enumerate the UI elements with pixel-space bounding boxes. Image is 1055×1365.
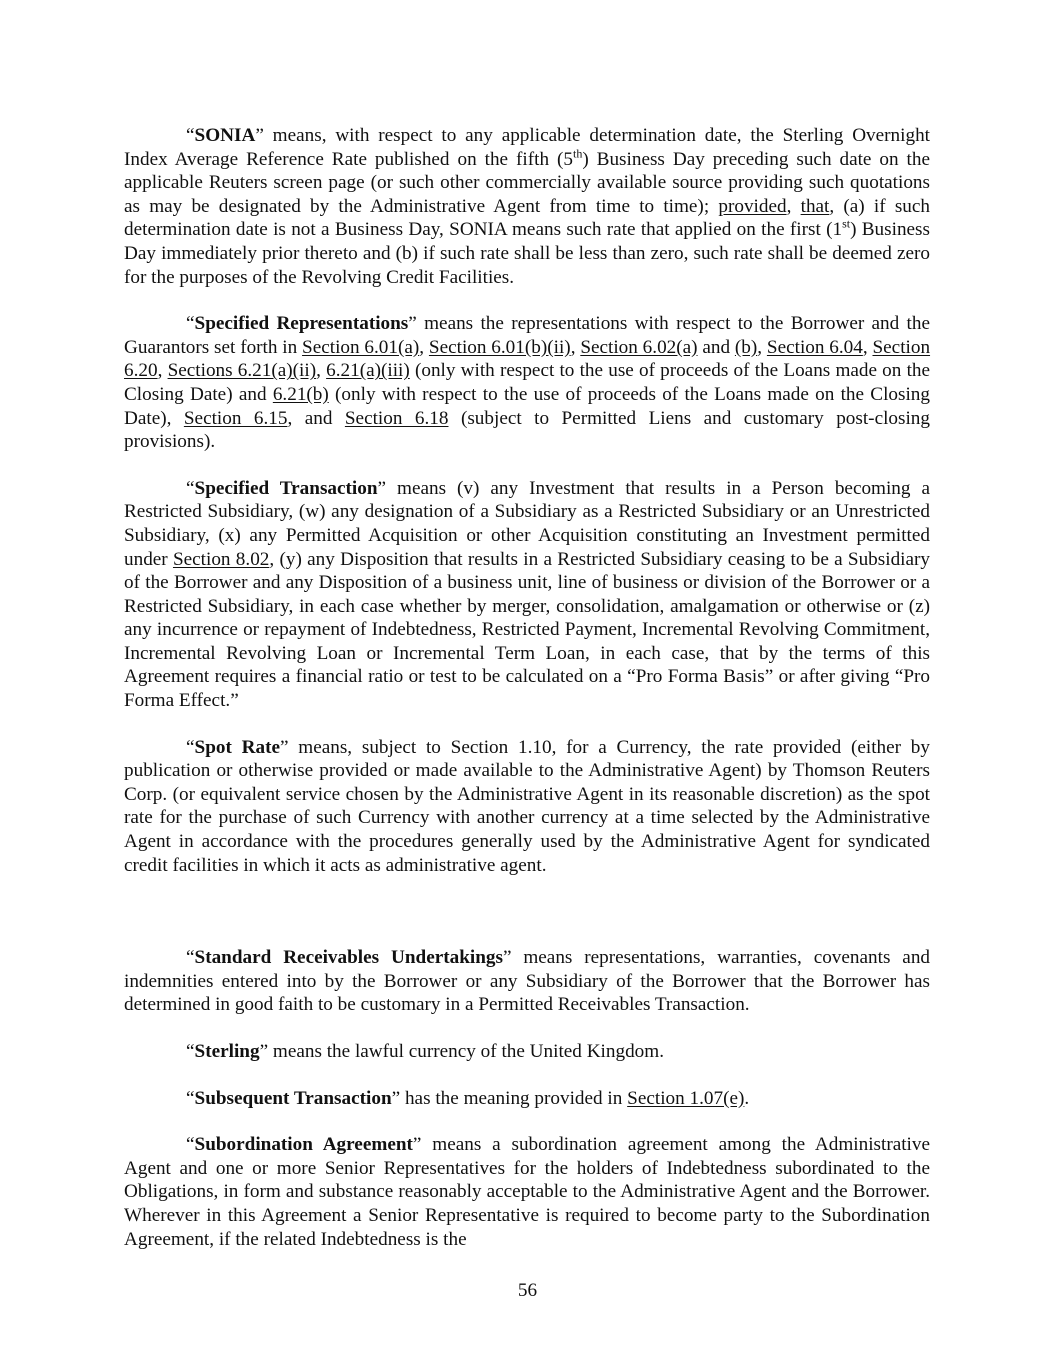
section-reference: Sections 6.21(a)(ii) bbox=[167, 360, 317, 382]
definition-text: means the representations with respect to the Borrower and the Guarantors set forth in bbox=[124, 313, 930, 358]
definition-standard-receivables-undertakings: “Standard Receivables Undertakings” means representations, warranties, covenants and indemnities entered into by the Borrower or any Subsidiary of the Borrower that the Borrower has determined in good faith to be customary in a Permitted Receivables Transaction. bbox=[124, 947, 931, 1016]
definition-text: means (v) any Investment that results in a Person becoming a Restricted Subsidiary, (w) any designation of a Subsidiary as a Restricted Subsidiary or an Unrestricted Subsidiary, (x) any Permitted Acquisition or other Acquisition constituting an Investment permitted under bbox=[124, 477, 931, 570]
definition-text: has the meaning provided in bbox=[400, 1087, 628, 1109]
definition-text: means, with respect to any applicable determination date, the Sterling Overnight Index Average Reference Rate published on the fifth (5 bbox=[124, 125, 930, 170]
section-reference: Section 6.02(a) bbox=[580, 336, 698, 358]
definition-subsequent-transaction: “Subsequent Transaction” has the meaning provided in Section 1.07(e). bbox=[186, 1087, 750, 1109]
section-reference: Section 6.01(a) bbox=[302, 336, 420, 358]
defined-term: SONIA bbox=[194, 125, 256, 146]
definition-text: (only with respect to the use of proceeds of the Loans made on the Closing Date) and bbox=[124, 360, 931, 405]
section-reference: 6.21(a)(iii) bbox=[326, 360, 410, 382]
definition-sterling: “Sterling” means the lawful currency of the United Kingdom. bbox=[186, 1041, 664, 1062]
definition-text: means a subordination agreement among the Administrative Agent and one or more Senior Representatives for the holders of Indebtedness subordinated to the Obligations, in form and substance reasonably acceptable to the Administrative Agent and the Borrower. Wherever in this Agreement a Senior Representative is required to become party to the Subordination Agreement, if the related Indebtedness is the bbox=[124, 1134, 930, 1250]
definition-text: , bbox=[419, 336, 429, 358]
definition-text: (only with respect to the use of proceeds of the Loans made on the Closing Date), bbox=[124, 383, 930, 429]
definition-text: , bbox=[157, 360, 168, 382]
definition-text: , bbox=[757, 336, 767, 358]
section-reference: (b) bbox=[734, 336, 758, 358]
definition-text: (subject to Permitted Liens and customary post-closing provisions). bbox=[124, 407, 930, 453]
definition-text: , (a) if such determination date is not a Business Day, SONIA means such rate that applied on the first (1 bbox=[124, 195, 931, 241]
definition-text: means representations, warranties, covenants and indemnities entered into by the Borrower or any Subsidiary of the Borrower that the Borrower has determined in good faith to be customary in a Permitted Receivables Transaction. bbox=[124, 947, 931, 1016]
definition-text: means, subject to Section 1.10, for a Currency, the rate provided (either by publication or otherwise provided or made available to the Administrative Agent) by Thomson Reuters Corp. (or equivalent service chosen by the Administrative Agent in its reasonable discretion) as the spot rate for the purchase of such Currency with another currency at a time selected by the Administrative Agent in accordance with the procedures generally used by the Administrative Agent for syndicated credit facilities in which it acts as administrative agent. bbox=[124, 736, 930, 876]
definition-text: , and bbox=[287, 407, 345, 429]
defined-term: Specified Transaction bbox=[194, 477, 378, 499]
definition-text: ) Business Day immediately prior thereto and (b) if such rate shall be less than zero, such rate shall be deemed zero for the purposes of the Revolving Credit Facilities. bbox=[124, 219, 930, 288]
superscript: st bbox=[842, 216, 851, 231]
definition-text: , bbox=[316, 360, 327, 382]
superscript: th bbox=[572, 146, 583, 161]
definition-specified-representations: “Specified Representations” means the representations with respect to the Borrower and the Guarantors set forth in Section 6.01(a), Section 6.01(b)(ii), Section 6.02(a) and (b), Section 6.04, Section 6.20, Sections 6.21(a)(ii), 6.21(a)(iii) (only with respect to the use of proceeds of the Loans made on the Closing Date) and 6.21(b) (only with respect to the use of proceeds of the Loans made on the Closing Date), Section 6.15, and Section 6.18 (subject to Permitted Liens and customary post-closing provisions). bbox=[124, 313, 931, 453]
underlined-term: that bbox=[800, 195, 830, 217]
underlined-term: provided bbox=[718, 195, 787, 217]
definition-text: , bbox=[570, 336, 581, 358]
defined-term: Subordination Agreement bbox=[194, 1134, 413, 1156]
definition-text: , (y) any Disposition that results in a Restricted Subsidiary ceasing to be a Subsidiary of the Borrower and any Disposition of a business unit, line of business or division of the Borrower or a Restricted Subsidiary, in each case whether by merger, consolidation, amalgamation or otherwise or (z) any incurrence or repayment of Indebtedness, Restricted Payment, Incremental Revolving Commitment, Incremental Revolving Loan or Incremental Term Loan, in each case, that by the terms of this Agreement requires a financial ratio or test to be calculated on a “Pro Forma Basis” or after giving “Pro Forma Effect.” bbox=[124, 548, 930, 712]
section-reference: Section 8.02 bbox=[172, 548, 270, 570]
definition-sonia: “SONIA” means, with respect to any applicable determination date, the Sterling Overnight Index Average Reference Rate published on the fifth (5th) Business Day preceding such date on the applicable Reuters screen page (or such other commercially available source providing such quotations as may be designated by the Administrative Agent from time to time); provided, that, (a) if such determination date is not a Business Day, SONIA means such rate that applied on the first (1st) Business Day immediately prior thereto and (b) if such rate shall be less than zero, such rate shall be deemed zero for the purposes of the Revolving Credit Facilities. bbox=[124, 125, 931, 288]
defined-term: Sterling bbox=[194, 1041, 260, 1062]
definition-spot-rate: “Spot Rate” means, subject to Section 1.10, for a Currency, the rate provided (either by publication or otherwise provided or made available to the Administrative Agent) by Thomson Reuters Corp. (or equivalent service chosen by the Administrative Agent in its reasonable discretion) as the spot rate for the purchase of such Currency with another currency at a time selected by the Administrative Agent in accordance with the procedures generally used by the Administrative Agent for syndicated credit facilities in which it acts as administrative agent. bbox=[124, 736, 930, 876]
section-reference: Section 6.15 bbox=[183, 407, 288, 429]
page-number: 56 bbox=[517, 1280, 538, 1301]
definition-subordination-agreement: “Subordination Agreement” means a subordination agreement among the Administrative Agent and one or more Senior Representatives for the holders of Indebtedness subordinated to the Obligations, in form and substance reasonably acceptable to the Administrative Agent and the Borrower. Wherever in this Agreement a Senior Representative is required to become party to the Subordination Agreement, if the related Indebtedness is the bbox=[124, 1134, 930, 1250]
defined-term: Specified Representations bbox=[194, 313, 409, 335]
definition-text: ) Business Day preceding such date on the applicable Reuters screen page (or such other commercially available source providing such quotations as may be designated by the Administrative Agent from time to time); bbox=[124, 148, 930, 217]
section-reference: Section 6.18 bbox=[344, 407, 449, 429]
section-reference: 6.21(b) bbox=[272, 383, 329, 405]
definition-specified-transaction: “Specified Transaction” means (v) any Investment that results in a Person becoming a Restricted Subsidiary, (w) any designation of a Subsidiary as a Restricted Subsidiary or an Unrestricted Subsidiary, (x) any Permitted Acquisition or other Acquisition constituting an Investment permitted under Section 8.02, (y) any Disposition that results in a Restricted Subsidiary ceasing to be a Subsidiary of the Borrower and any Disposition of a business unit, line of business or division of the Borrower or a Restricted Subsidiary, in each case whether by merger, consolidation, amalgamation or otherwise or (z) any incurrence or repayment of Indebtedness, Restricted Payment, Incremental Revolving Commitment, Incremental Revolving Loan or Incremental Term Loan, in each case, that by the terms of this Agreement requires a financial ratio or test to be calculated on a “Pro Forma Basis” or after giving “Pro Forma Effect.” bbox=[124, 477, 931, 712]
definition-text: and bbox=[697, 336, 735, 358]
section-reference: Section 6.01(b)(ii) bbox=[428, 336, 571, 358]
section-reference: Section 6.04 bbox=[766, 336, 863, 358]
section-reference: Section 1.07(e) bbox=[627, 1087, 745, 1109]
definition-text: . bbox=[744, 1087, 750, 1109]
defined-term: Spot Rate bbox=[194, 736, 280, 758]
defined-term: Standard Receivables Undertakings bbox=[194, 947, 503, 969]
definition-text: means the lawful currency of the United Kingdom. bbox=[268, 1041, 664, 1062]
document-page bbox=[124, 124, 930, 1251]
section-reference: Section 6.20 bbox=[124, 336, 931, 382]
definition-text: , bbox=[862, 336, 873, 358]
defined-term: Subsequent Transaction bbox=[194, 1087, 392, 1109]
definition-text: , bbox=[786, 195, 801, 217]
